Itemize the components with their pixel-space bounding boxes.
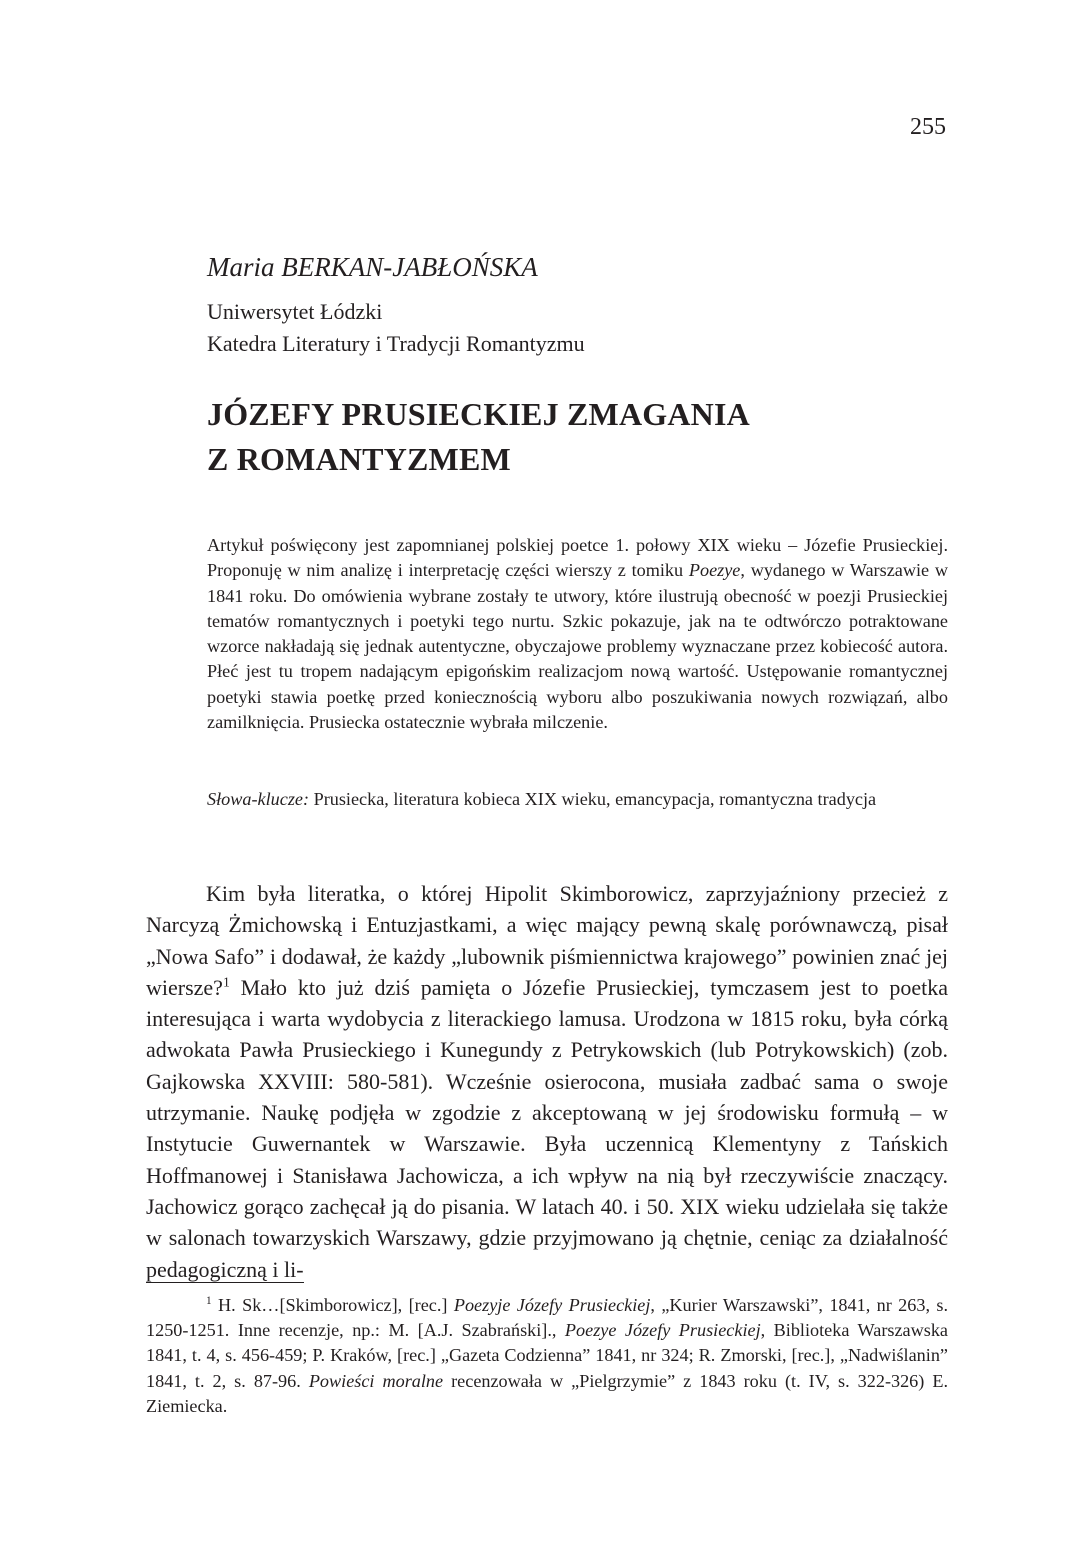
department-name: Katedra Literatury i Tradycji Romantyzmu	[207, 331, 585, 356]
footnote-text-2: , „Kurier Warszawski”, 1841, nr 263, s. 1250-1251. Inne recenzje, np.: M. [A.J. Szabrański].,	[146, 1295, 948, 1341]
author-name: Maria BERKAN-JABŁOŃSKA	[207, 252, 538, 282]
footnote-text-4: recenzowała w „Pielgrzymie” z 1843 roku (t. IV, s. 322-326) E. Ziemiecka.	[146, 1370, 948, 1416]
abstract	[207, 533, 948, 735]
footnote-text-3: , Biblioteka Warszawska 1841, t. 4, s. 456-459; P. Kraków, [rec.] „Gazeta Codzienna” 1841, nr 324; R. Zmorski, [rec.], „Nadwiślanin” 1841, t. 2, s. 87-96.	[146, 1320, 948, 1391]
university-name: Uniwersytet Łódzki	[207, 299, 383, 324]
footnote-italic-1: Poezyje Józefy Prusieckiej	[453, 1295, 651, 1315]
body-text-2: Mało kto już dziś pamięta o Józefie Prusieckiej, tymczasem jest to poetka interesująca i warta wydobycia z literackiego lamusa. Urodzona w 1815 roku, była córką adwokata Pawła Prusieckiego i Kunegundy z Petrykowskich (lub Potrykowskich) (zob. Gajkowska XXVIII: 580-581). Wcześnie osierocona, musiała zadbać sama o swoje utrzymanie. Naukę podjęła w zgodzie z akceptowaną w jej środowisku formułą – w Instytucie Guwernantek w Warszawie. Była uczennicą Klementyny z Tańskich Hoffmanowej i Stanisława Jachowicza, a ich wpływ na nią był rzeczywiście znaczący. Jachowicz gorąco zachęcał ją do pisania. W latach 40. i 50. XIX wieku udzielała się także w salonach towarzyskich Warszawy, gdzie przyjmowano ją chętnie, ceniąc za działalność pedagogiczną i li-	[146, 974, 948, 1282]
abstract-book-title: Poezye	[688, 560, 741, 581]
keywords	[207, 787, 948, 812]
footnote-number: 1	[206, 1294, 212, 1307]
abstract-text-1: Artykuł poświęcony jest zapomnianej polskiej poetce 1. połowy XIX wieku – Józefie Prusieckiej. Proponuję w nim analizę i interpretację części wierszy z tomiku	[207, 535, 948, 581]
keywords-text: Prusiecka, literatura kobieca XIX wieku, emancypacja, romantyczna tradycja	[309, 789, 877, 809]
page-number: 255	[910, 114, 946, 140]
footnote-italic-2: Poezye Józefy Prusieckiej	[564, 1320, 761, 1341]
article-title-line-2: Z ROMANTYZMEM	[207, 441, 511, 477]
footnote-italic-3: Powieści moralne	[308, 1370, 444, 1391]
article-title	[207, 392, 927, 482]
author-affiliation	[207, 296, 907, 360]
footnote-text-1: H. Sk…[Skimborowicz], [rec.]	[211, 1295, 454, 1315]
footnote-reference[interactable]: 1	[222, 974, 230, 990]
article-title-line-1: JÓZEFY PRUSIECKIEJ ZMAGANIA	[207, 396, 750, 432]
keywords-label: Słowa-klucze:	[207, 789, 310, 809]
body-paragraph	[146, 878, 948, 1285]
footnote-divider	[146, 1282, 304, 1283]
body-text-1: Kim była literatka, o której Hipolit Skimborowicz, zaprzyjaźniony przecież z Narcyzą Żmichowską i Entuzjastkami, a więc mający pewną skalę porównawczą, pisał „Nowa Safo” i dodawał, że każdy „lubownik piśmiennictwa krajowego” powinien znać jej wiersze?	[146, 881, 948, 1000]
footnote	[146, 1293, 948, 1419]
abstract-text-2: , wydanego w Warszawie w 1841 roku. Do omówienia wybrane zostały te utwory, które ilustrują obecność w poezji Prusieckiej tematów romantycznych i poetyki tego nurtu. Szkic pokazuje, jak na te odtwórczo potraktowane wzorce nakładają się jednak autentyczne, obyczajowe problemy wyznaczane przez kobiecość autora. Płeć jest tu tropem nadającym epigońskim realizacjom nową wartość. Ustępowanie romantycznej poetyki stawia poetkę przed koniecznością wyboru albo poszukiwania nowych rozwiązań, albo zamilknięcia. Prusiecka ostatecznie wybrała milczenie.	[207, 560, 948, 733]
